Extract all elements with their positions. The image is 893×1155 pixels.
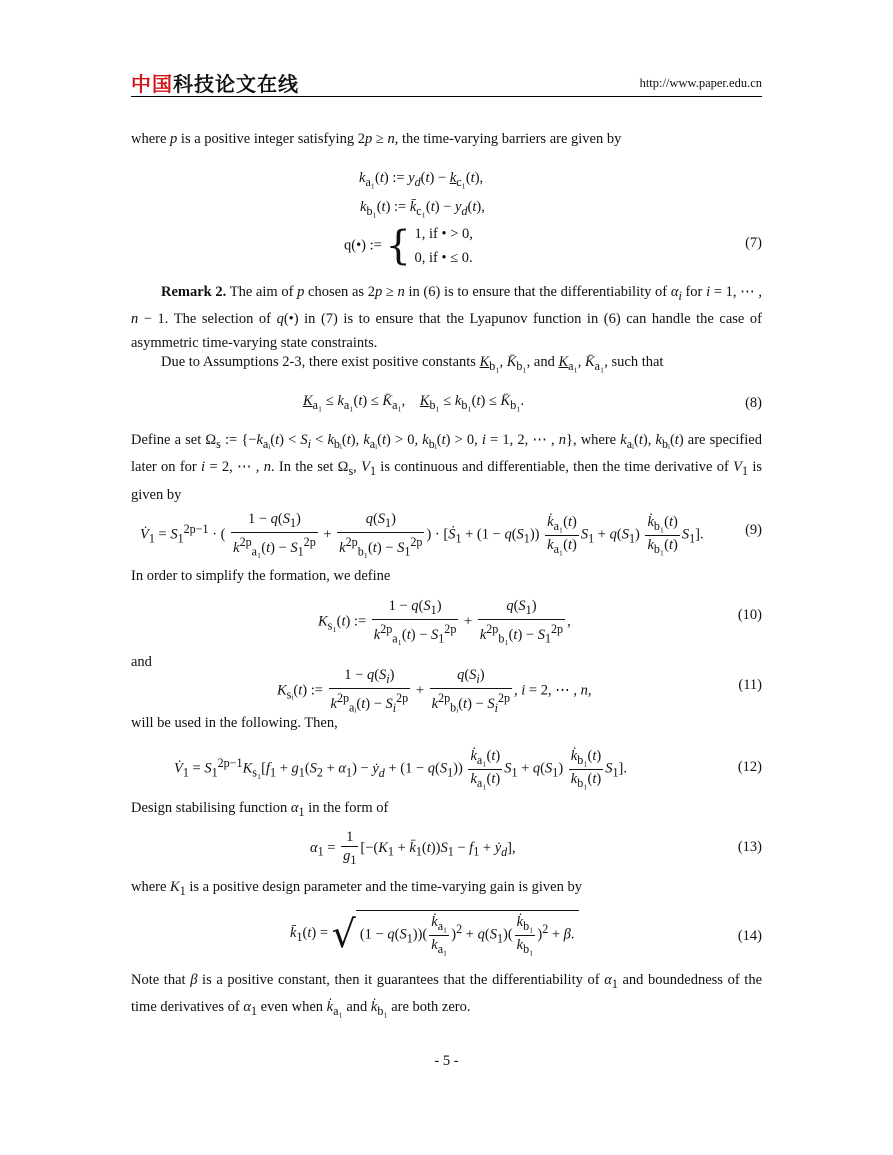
paragraph-design: Design stabilising function $\alpha_1$ in the form of	[131, 800, 389, 819]
page-number: - 5 -	[434, 1053, 459, 1069]
fraction: $\frac{1 - q(S_1)}{k^{2p}_{a_1}(t) - S_1^{2p}}$	[373, 598, 457, 646]
equation-10: $K_{s_1}(t)$ := $\frac{1 - q(S_1)}{k^{2p}_{a_1}(t) - S_1^{2p}}$ + $\frac{q(S_1)}{k^{2p}_{b_1}(t) - S_1^{2p}}$ ,	[318, 598, 571, 646]
equation-number-14: (14)	[737, 928, 762, 944]
equation-q	[344, 222, 473, 270]
equation-number-10: (10)	[737, 607, 762, 623]
paragraph-simplify: In order to simplify the formation, we define	[131, 568, 391, 584]
fraction: $\frac{k̇_{a_1}}{k_{a_1}}$	[431, 914, 448, 956]
equation-number-8: (8)	[745, 395, 762, 411]
fraction: $\frac{1 - q(S_1)}{k^{2p}_{a_1}(t) - S_1^{2p}}$	[233, 511, 316, 559]
equation-ka: $k_{a_1}(t)$ := $y_d(t) - k_{c_1}(t)$,	[359, 170, 484, 189]
equation-9: $V̇_1 = S_1^{2p-1}$ · ( $\frac{1 - q(S_1)}{k^{2p}_{a_1}(t) - S_1^{2p}}$ + $\frac{q(S_1)}{k^{2p}_{b_1}(t) - S_1^{2p}}$ ) · [Ṡ$_1$ + $(1 - q(S_1))$ $\frac{k̇_{a_1}(t)}{k_{a_1}(t)}$ $S_1 + q(S_1)$ $\frac{k̇_{b_1}(t)}{k_{b_1}(t)}$ $S_1$].	[140, 511, 704, 559]
fraction: $\frac{1 - q(S_i)}{k^{2p}_{aᵢ}(t) - S_i^{2p}}$	[330, 667, 409, 715]
page-header	[131, 66, 762, 97]
case-2: 0, if • ≤ 0.	[414, 250, 473, 266]
equation-number-9: (9)	[745, 522, 762, 538]
paragraph-note: Note that β is a positive constant, then it guarantees that the differentiability of $\alpha_1$ and boundedness of the time derivatives of $\alpha_1$ even when $k̇_{a_1}$ and $k̇_{b_1}$ are both zero.	[131, 972, 762, 1019]
equation-12: $V̇_1 = S_1^{2p-1}K_{s_1}[f_1 + g_1(S_2 + \alpha_1)$ − ẏ$_d$ + $(1 - q(S_1))$ $\frac{k̇_{a_1}(t)}{k_{a_1}(t)}$ $S_1 + q(S_1)$ $\frac{k̇_{b_1}(t)}{k_{b_1}(t)}$ $S_1$].	[174, 748, 627, 790]
fraction: $\frac{k̇_{a_1}(t)}{k_{a_1}(t)}$	[547, 513, 577, 556]
equation-8: $K_{a_1} \le k_{a_1}(t)$ ≤ $K̄_{a_1}$, $K_{b_1} \le k_{b_1}(t)$ ≤ $K̄_{b_1}$.	[303, 393, 525, 412]
radicand: $(1 - q(S_1))$( $\frac{k̇_{a_1}}{k_{a_1}}$ )$^2 + q(S_1)$( $\frac{k̇_{b_1}}{k_{b_1}}$ )$^2$ + β.	[356, 910, 579, 958]
fraction: $\frac{k̇_{b_1}(t)}{k_{b_1}(t)}$	[570, 748, 602, 790]
remark-label: Remark 2.	[161, 284, 227, 300]
case-1: 1, if • > 0,	[414, 226, 473, 242]
fraction: $\frac{q(S_1)}{k^{2p}_{b_1}(t) - S_1^{2p}}$	[479, 598, 564, 646]
paragraph-where: where $K_1$ is a positive design parameter and the time-varying gain is given by	[131, 879, 582, 898]
fraction: $\frac{q(S_i)}{k^{2p}_{bᵢ}(t) - S_i^{2p}}$	[431, 667, 511, 715]
paragraph-and: and	[131, 654, 152, 670]
fraction: $\frac{1}{g_1}$	[343, 829, 357, 867]
fraction: $\frac{k̇_{a_1}(t)}{k_{a_1}(t)}$	[470, 748, 501, 790]
paragraph-remark: Remark 2. The aim of p chosen as 2p ≥ n in (6) is to ensure that the differentiability of $\alpha_i$ for i = 1, ⋯ , n − 1. The selection of q(•) in (7) is to ensure that the Lyapunov function in (6) can handle the case of asymmetric time-varying state constraints.	[131, 284, 763, 351]
equation-14: $k̄_1(t)$ = √ $(1 - q(S_1))$( $\frac{k̇_{a_1}}{k_{a_1}}$ )$^2 + q(S_1)$( $\frac{k̇_{b_1}}{k_{b_1}}$ )$^2$ + β.	[290, 910, 579, 958]
equation-number-7: (7)	[745, 235, 762, 251]
equation-q-cases	[415, 222, 473, 270]
equation-number-11: (11)	[738, 677, 762, 693]
journal-logo	[131, 68, 299, 97]
equation-number-12: (12)	[737, 759, 762, 775]
left-brace-glyph: {	[385, 223, 411, 269]
logo-black-text: 科技论文在线	[173, 72, 299, 96]
logo-red-text: 中国	[131, 72, 173, 96]
equation-number-13: (13)	[737, 839, 762, 855]
equation-q-lhs: q(•) :=	[344, 237, 382, 254]
fraction: $\frac{q(S_1)}{k^{2p}_{b_1}(t) - S_1^{2p}}$	[339, 511, 423, 559]
paragraph-define-set: Define a set $\Omega_s$ := {$-k_{aᵢ}(t) < S_i < k_{bᵢ}(t)$, $k_{aᵢ}(t) > 0$, $k_{bᵢ}(t) > 0$, i = 1, 2, ⋯ , n}, where $k_{aᵢ}(t)$, $k_{bᵢ}(t)$ are specified later on for i = 2, ⋯ , n. In the set $\Omega_s$, $V_1$ is continuous and differentiable, then the time derivative of $V_1$ is given by	[131, 432, 763, 503]
header-url[interactable]: http://www.paper.edu.cn	[639, 76, 762, 90]
paragraph-intro: where p is a positive integer satisfying 2p ≥ n, the time-varying barriers are given by	[131, 131, 622, 147]
equation-11: $K_{sᵢ}(t)$ := $\frac{1 - q(S_i)}{k^{2p}_{aᵢ}(t) - S_i^{2p}}$ + $\frac{q(S_i)}{k^{2p}_{bᵢ}(t) - S_i^{2p}}$ , i = 2, ⋯ , n,	[277, 667, 592, 715]
equation-kb: $k_{b_1}(t)$ := $k̄_{c_1}(t) - y_d(t)$,	[360, 199, 485, 218]
paragraph-used: will be used in the following. Then,	[131, 715, 338, 731]
equation-13: $\alpha_1$ = $\frac{1}{g_1}$ [$-(K_1$ + $k̄_1(t))S_1 - f_1$ + ẏ$_d$],	[310, 829, 516, 867]
radical-glyph: √	[331, 911, 356, 956]
fraction: $\frac{k̇_{b_1}(t)}{k_{b_1}(t)}$	[647, 513, 678, 556]
fraction: $\frac{k̇_{b_1}}{k_{b_1}}$	[516, 914, 534, 956]
paragraph-assumptions: Due to Assumptions 2-3, there exist positive constants $K_{b_1}$, $K̄_{b_1}$, and $K_{a_1}$, $K̄_{a_1}$, such that	[161, 354, 664, 373]
